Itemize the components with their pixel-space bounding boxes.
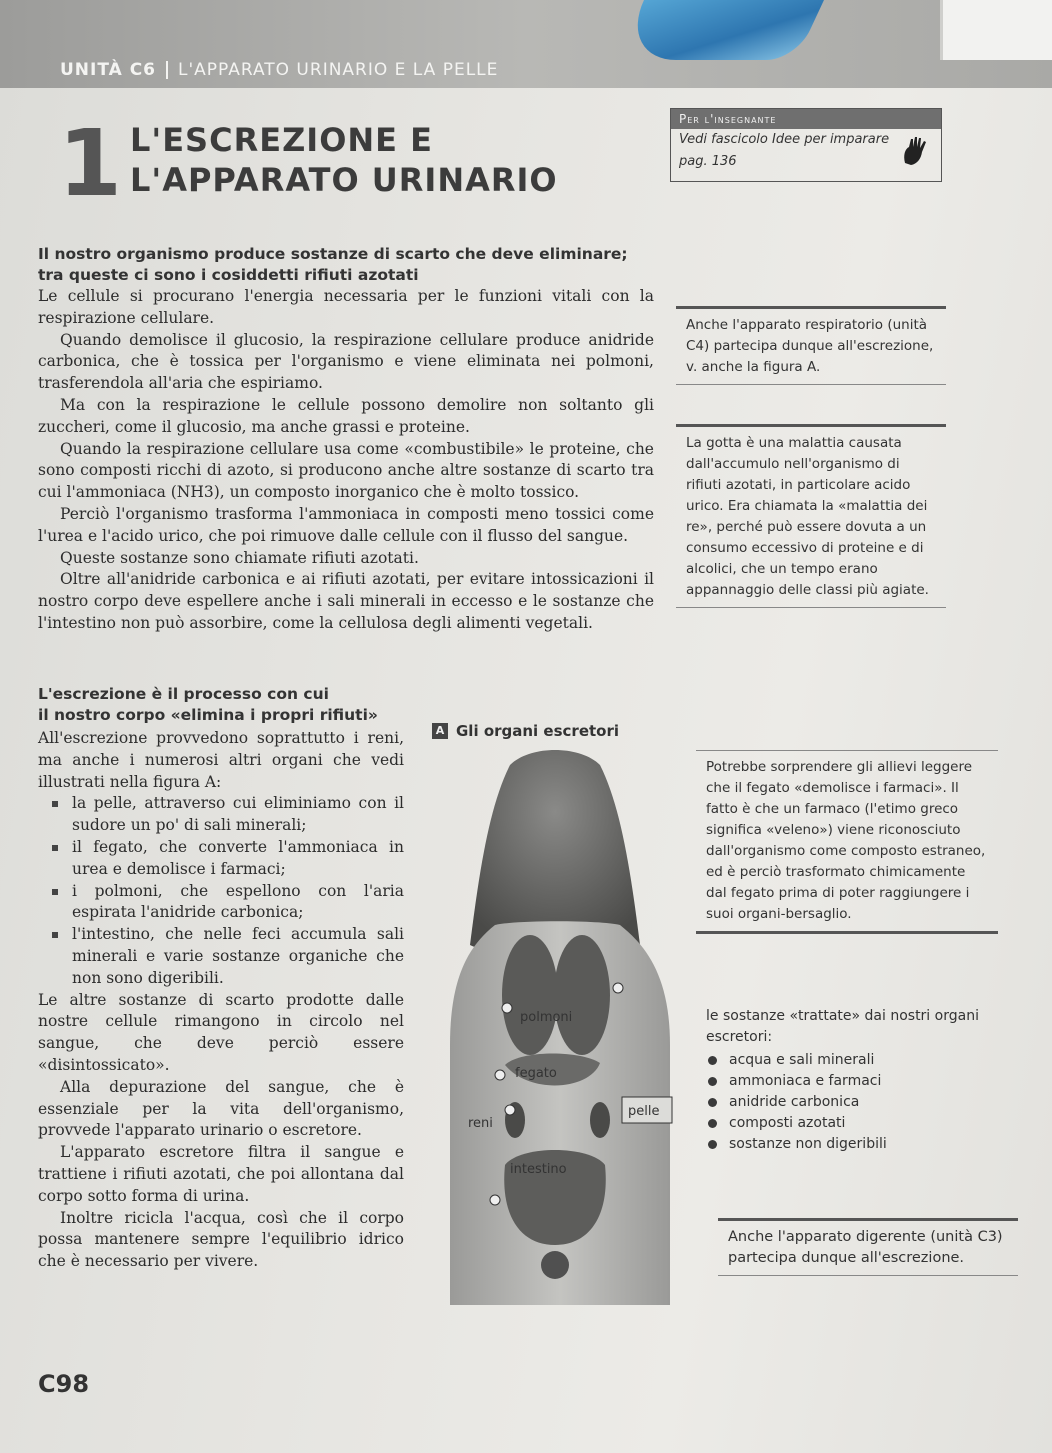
section2-heading-line1: L'escrezione è il processo con cui [38,685,329,703]
legend-dot-icon [708,1077,717,1086]
label-polmoni: polmoni [520,1010,573,1025]
side-note-digestive: Anche l'apparato digerente (unità C3) partecipa dunque all'escrezione. [718,1218,1018,1276]
hand-icon [899,133,935,169]
figure-title [432,722,619,740]
side-note-liver: Potrebbe sorprendere gli allievi leggere che il fegato «demolisce i farmaci». Il fatto è che un farmaco (l'etimo greco significa «veleno») viene riconosciuto dall'organismo come composto estraneo, ed è perciò trasformato chimicamente dal fegato prima di poter raggiungere i suoi organi-bersaglio. [696,750,998,934]
kidney-right [590,1102,610,1138]
intro-heading-line1: Il nostro organismo produce sostanze di scarto che deve eliminare; [38,245,628,263]
label-intestino: intestino [510,1162,567,1177]
intro-p2: Quando demolisce il glucosio, la respirazione cellulare produce anidride carbonica, che è tossica per l'organismo e viene eliminata nei polmoni, trasferendola all'aria che espiriamo. [38,330,654,393]
intro-text [38,286,654,635]
intro-p7: Oltre all'anidride carbonica e ai rifiuti azotati, per evitare intossicazioni il nostro corpo deve espellere anche i sali minerali in eccesso e le sostanze che l'intestino non può assorbire, come la cellulosa degli alimenti vegetali. [38,570,654,632]
side-note-respiratory: Anche l'apparato respiratorio (unità C4) partecipa dunque all'escrezione, v. anche la figura A. [676,306,946,385]
intro-p5: Perciò l'organismo trasforma l'ammoniaca in composti meno tossici come l'urea e l'acido urico, che poi rimuove dalle cellule con il flusso del sangue. [38,504,654,545]
section2-heading-line2: il nostro corpo «elimina i propri rifiuti» [38,706,378,724]
figure-legend [706,1006,1006,1155]
teacher-box [670,108,942,182]
legend-dot-icon [708,1056,717,1065]
chapter-title-line2: L'APPARATO URINARIO [130,161,558,199]
legend-label: anidride carbonica [729,1094,860,1110]
bladder-shape [541,1251,569,1279]
bullet-intestino: l'intestino, che nelle feci accumula sali minerali e varie sostanze organiche che non sono digeribili. [38,924,404,989]
lungs-left [502,935,558,1055]
legend-list [706,1050,1006,1155]
legend-item-1 [706,1050,1006,1071]
bullet-fegato: il fegato, che converte l'ammoniaca in urea e demolisce i farmaci; [38,837,404,881]
marker-5 [490,1195,500,1205]
section2-p-depurazione: Alla depurazione del sangue, che è essenziale per la vita dell'organismo, provvede l'apparato urinario o escretore. [38,1077,404,1140]
teacher-box-line1: Vedi fascicolo Idee per imparare [679,132,890,147]
legend-label: acqua e sali minerali [729,1052,875,1068]
white-object [940,0,1052,60]
marker-1 [502,1003,512,1013]
legend-item-3 [706,1092,1006,1113]
section2-p-filtra: L'apparato escretore filtra il sangue e trattiene i rifiuti azotati, che poi allontana dal corpo sotto forma di urina. [38,1143,404,1205]
legend-dot-icon [708,1140,717,1149]
legend-label: sostanze non digeribili [729,1136,887,1152]
legend-item-5 [706,1134,1006,1155]
lungs-right [554,935,610,1055]
figure-title-text: Gli organi escretori [456,722,620,740]
intro-p4: Quando la respirazione cellulare usa come «combustibile» le proteine, che sono composti ricchi di azoto, si producono anche altre sostanze di scarto tra cui l'ammoniaca (NH3), un composto inorganico che è molto tossico. [38,439,654,502]
section2-text [38,728,404,1273]
marker-4 [505,1105,515,1115]
bullet-polmoni: i polmoni, che espellono con l'aria espirata l'anidride carbonica; [38,881,404,925]
intro-heading [38,244,658,286]
figure-badge: A [432,723,448,739]
intro-p6: Queste sostanze sono chiamate rifiuti azotati. [60,548,419,567]
unit-title: L'APPARATO URINARIO E LA PELLE [178,60,499,80]
page-number: C98 [38,1370,90,1398]
label-pelle: pelle [628,1104,660,1119]
teacher-box-line2: pag. 136 [679,154,737,169]
legend-dot-icon [708,1119,717,1128]
legend-intro: le sostanze «trattate» dai nostri organi escretori: [706,1008,979,1045]
chapter-number: 1 [58,110,123,217]
intro-heading-line2: tra queste ci sono i cosiddetti rifiuti azotati [38,266,419,284]
unit-code: UNITÀ C6 [60,60,157,80]
chapter-title [130,120,558,200]
chapter-title-line1: L'ESCREZIONE E [130,121,434,159]
legend-label: ammoniaca e farmaci [729,1073,882,1089]
marker-3 [495,1070,505,1080]
label-fegato: fegato [515,1066,557,1081]
section2-heading [38,684,418,726]
side-note-gout: La gotta è una malattia causata dall'accumulo nell'organismo di rifiuti azotati, in particolare acido urico. Era chiamata la «malattia dei re», perché può essere dovuta a un consumo eccessivo di proteine e di alcolici, che un tempo erano appannaggio delle classi più agiate. [676,424,946,608]
legend-item-2 [706,1071,1006,1092]
intro-p3: Ma con la respirazione le cellule possono demolire non soltanto gli zuccheri, come il glucosio, ma anche grassi e proteine. [38,395,654,436]
unit-separator [166,61,168,79]
bullet-pelle: la pelle, attraverso cui eliminiamo con il sudore un po' di sali minerali; [38,793,404,837]
unit-header [60,56,560,84]
teacher-box-heading: Per l'insegnante [671,109,941,129]
legend-label: composti azotati [729,1115,846,1131]
section2-intro: All'escrezione provvedono soprattutto i reni, ma anche i numerosi altri organi che vedi illustrati nella figura A: [38,729,404,791]
marker-2 [613,983,623,993]
legend-dot-icon [708,1098,717,1107]
legend-item-4 [706,1113,1006,1134]
label-reni: reni [468,1116,493,1131]
section2-p-ricicla: Inoltre ricicla l'acqua, così che il corpo possa mantenere sempre l'equilibrio idrico che è necessario per vivere. [38,1208,404,1271]
body-figure [410,745,700,1305]
section2-p-altre: Le altre sostanze di scarto prodotte dalle nostre cellule rimangono in circolo nel sangue, che deve perciò essere «disintossicato». [38,990,404,1074]
intro-p1: Le cellule si procurano l'energia necessaria per le funzioni vitali con la respirazione cellulare. [38,287,654,327]
section2-bullets [38,793,404,989]
